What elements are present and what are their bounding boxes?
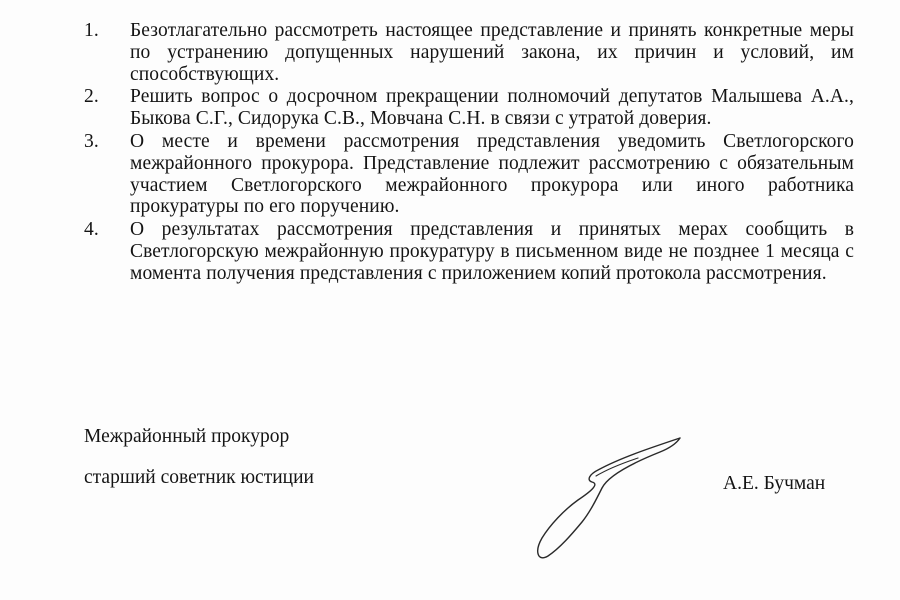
list-item	[84, 219, 854, 284]
list-item	[84, 86, 854, 130]
item-text: О результатах рассмотрения представления и принятых мерах сообщить в Светлогорскую межрайонную прокуратуру в письменном виде не позднее 1 месяца с момента получения представления с приложением копий протокола рассмотрения.	[130, 219, 854, 284]
signatory-position: Межрайонный прокурор	[84, 426, 290, 447]
item-number: 4.	[84, 219, 99, 241]
instructions-list	[84, 20, 854, 286]
signatory-rank: старший советник юстиции	[84, 467, 314, 488]
handwritten-signature	[520, 430, 700, 580]
item-number: 2.	[84, 86, 99, 108]
list-item	[84, 131, 854, 218]
item-number: 1.	[84, 20, 99, 41]
item-text: О месте и времени рассмотрения представления уведомить Светлогорского межрайонного прокурора. Представление подлежит рассмотрению с обязательным участием Светлогорского межрайонного прокурора или иного работника прокуратуры по его поручению.	[130, 130, 854, 218]
item-text: Решить вопрос о досрочном прекращении полномочий депутатов Малышева А.А., Быкова С.Г., Сидорука С.В., Мовчана С.Н. в связи с утратой доверия.	[130, 86, 854, 130]
signatory-name: А.Е. Бучман	[723, 473, 826, 494]
item-number: 3.	[84, 130, 99, 152]
list-item	[84, 20, 854, 85]
item-text: Безотлагательно рассмотреть настоящее представление и принять конкретные меры по устранению допущенных нарушений закона, их причин и условий, им способствующих.	[130, 20, 854, 85]
